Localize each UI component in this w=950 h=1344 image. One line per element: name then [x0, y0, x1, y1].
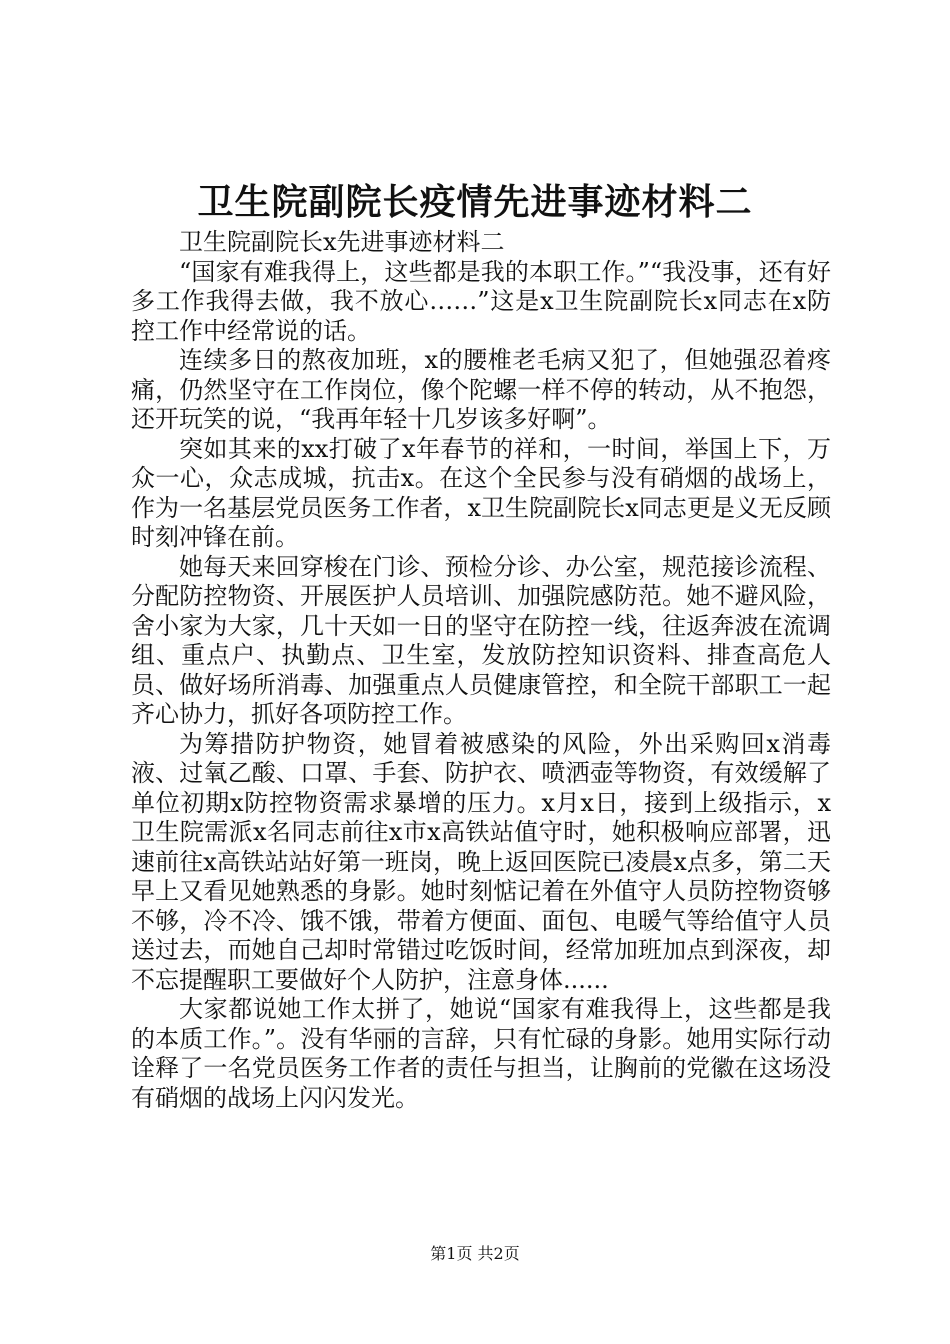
- paragraph: 突如其来的xx打破了x年春节的祥和，一时间，举国上下，万众一心，众志成城，抗击x。在这个全民参与没有硝烟的战场上，作为一名基层党员医务工作者，x卫生院副院长x同志更是义无反顾时刻冲锋在前。: [131, 434, 831, 551]
- paragraph-subtitle: 卫生院副院长x先进事迹材料二: [179, 228, 505, 256]
- page-number-footer: 第1页 共2页: [430, 1244, 520, 1263]
- paragraph: 连续多日的熬夜加班，x的腰椎老毛病又犯了，但她强忍着疼痛，仍然坚守在工作岗位，像个陀螺一样不停的转动，从不抱怨，还开玩笑的说，“我再年轻十几岁该多好啊”。: [131, 346, 831, 433]
- paragraph: 大家都说她工作太拼了，她说“国家有难我得上，这些都是我的本质工作。”。没有华丽的言辞，只有忙碌的身影。她用实际行动诠释了一名党员医务工作者的责任与担当，让胸前的党徽在这场没有硝烟的战场上闪闪发光。: [131, 995, 831, 1112]
- document-body: [131, 228, 831, 1113]
- paragraph: 她每天来回穿梭在门诊、预检分诊、办公室，规范接诊流程、分配防控物资、开展医护人员培训、加强院感防范。她不避风险，舍小家为大家，几十天如一日的坚守在防控一线，往返奔波在流调组、重点户、执勤点、卫生室，发放防控知识资料、排查高危人员、做好场所消毒、加强重点人员健康管控，和全院干部职工一起齐心协力，抓好各项防控工作。: [131, 552, 831, 728]
- paragraph: “国家有难我得上，这些都是我的本职工作。”“我没事，还有好多工作我得去做，我不放心……”这是x卫生院副院长x同志在x防控工作中经常说的话。: [131, 257, 831, 345]
- document-title: 卫生院副院长疫情先进事迹材料二: [197, 181, 753, 223]
- paragraph: 为筹措防护物资，她冒着被感染的风险，外出采购回x消毒液、过氧乙酸、口罩、手套、防护衣、喷洒壶等物资，有效缓解了单位初期x防控物资需求暴增的压力。x月x日，接到上级指示，x卫生院需派x名同志前往x市x高铁站值守时，她积极响应部署，迅速前往x高铁站站好第一班岗，晚上返回医院已凌晨x点多，第二天早上又看见她熟悉的身影。她时刻惦记着在外值守人员防控物资够不够，冷不冷、饿不饿，带着方便面、面包、电暖气等给值守人员送过去，而她自己却时常错过吃饭时间，经常加班加点到深夜，却不忘提醒职工要做好个人防护，注意身体......: [131, 729, 831, 994]
